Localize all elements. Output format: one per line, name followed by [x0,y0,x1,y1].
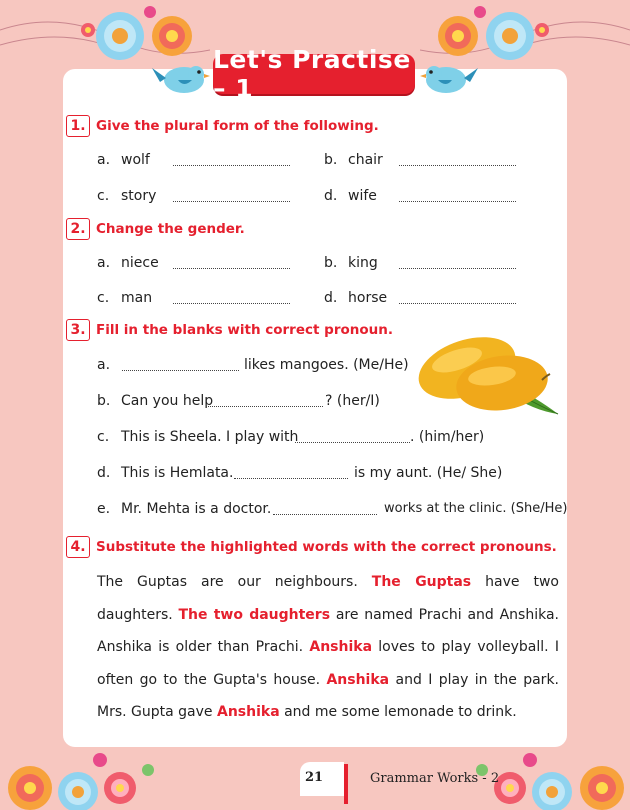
mango-image [412,328,562,418]
list-item: c. story [97,188,157,204]
right-bird-icon [418,58,480,98]
para-text: The Guptas are our neighbours. [97,574,372,590]
answer-blank[interactable] [399,303,516,304]
question-text: Change the gender. [96,221,245,237]
question-number: 1. [66,115,90,137]
para-text: are named Prachi and Anshika. Anshika is older than Prachi. [97,606,559,655]
answer-blank[interactable] [173,165,290,166]
para-text: and I play in the park. Mrs. Gupta gave [97,671,559,720]
title-banner [0,45,630,103]
question-4-header [66,536,557,558]
question-1-header [66,115,379,137]
question-number: 4. [66,536,90,558]
question-3-header [66,319,393,341]
answer-blank[interactable] [173,303,290,304]
answer-blank[interactable] [399,165,516,166]
book-title: Grammar Works - 2 [370,771,500,786]
answer-blank[interactable] [206,406,323,407]
list-item: a. niece [97,255,159,271]
question-text: Fill in the blanks with correct pronoun. [96,322,393,338]
answer-blank[interactable] [173,201,290,202]
sentence-after: likes mangoes. (Me/He) [244,357,409,373]
para-text: have two daughters. [97,574,559,623]
list-item: a. wolf [97,152,150,168]
answer-blank[interactable] [122,370,239,371]
question-number: 2. [66,218,90,240]
list-item: e. Mr. Mehta is a doctor. [97,501,272,517]
page-number: 21 [305,770,324,785]
list-item: a. [97,357,111,373]
list-item: d. wife [324,188,377,204]
question-text: Give the plural form of the following. [96,118,379,134]
sentence-after: ? (her/I) [325,393,380,409]
question-4-paragraph [97,566,559,729]
answer-blank[interactable] [399,268,516,269]
highlighted-word: The Guptas [371,574,472,590]
sentence-after: is my aunt. (He/ She) [354,465,503,481]
page-title: Let's Practise – 1 [213,54,415,94]
bottom-left-flower-icon [0,748,160,810]
footer-divider [344,764,348,804]
answer-blank[interactable] [173,268,290,269]
para-text: loves to play volleyball. I often go to the Gupta's house. [97,639,559,688]
list-item: b. Can you help [97,393,214,409]
answer-blank[interactable] [273,514,377,515]
para-text: and me some lemonade to drink. [279,704,517,720]
list-item: b. king [324,255,378,271]
highlighted-word: Anshika [216,704,280,720]
highlighted-word: Anshika [326,671,390,688]
question-2-header [66,218,245,240]
answer-blank[interactable] [295,442,410,443]
highlighted-word: Anshika [309,639,373,655]
answer-blank[interactable] [399,201,516,202]
list-item: c. This is Sheela. I play with [97,429,299,445]
list-item: b. chair [324,152,383,168]
list-item: d. horse [324,290,388,306]
answer-blank[interactable] [234,478,348,479]
sentence-after: . (him/her) [410,429,485,445]
highlighted-word: The two daughters [178,606,331,623]
sentence-after: works at the clinic. (She/He) [384,501,568,516]
list-item: d. This is Hemlata. [97,465,234,481]
question-number: 3. [66,319,90,341]
list-item: c. man [97,290,153,306]
question-text: Substitute the highlighted words with the correct pronouns. [96,539,557,555]
left-bird-icon [150,58,212,98]
